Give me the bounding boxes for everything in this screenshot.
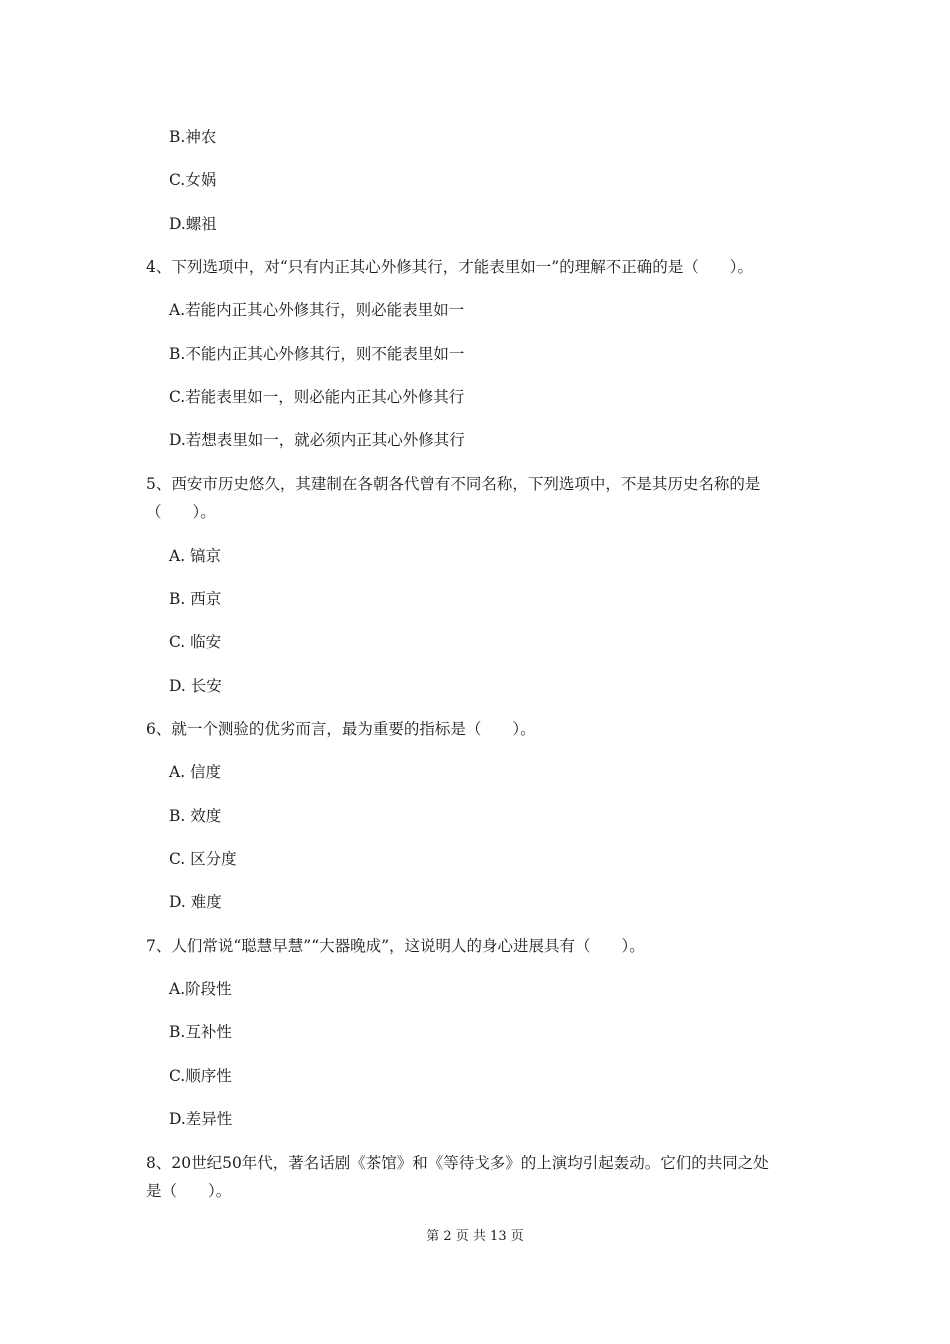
option-a: A. 信度 [169, 763, 222, 781]
option-b: B.不能内正其心外修其行，则不能表里如一 [169, 345, 465, 363]
option-c: C.顺序性 [169, 1067, 232, 1085]
option-a: A.若能内正其心外修其行，则必能表里如一 [169, 301, 465, 319]
option-d: D.若想表里如一，就必须内正其心外修其行 [169, 431, 465, 449]
question-5: 5、西安市历史悠久，其建制在各朝各代曾有不同名称，下列选项中，不是其历史名称的是 [146, 475, 761, 493]
question-8: 8、20世纪50年代，著名话剧《茶馆》和《等待戈多》的上演均引起轰动。它们的共同之处 [146, 1154, 769, 1172]
option-b: B. 西京 [169, 590, 222, 608]
option-b: B.神农 [169, 128, 217, 146]
question-7: 7、人们常说“聪慧早慧”“大器晚成”，这说明人的身心进展具有（ ）。 [146, 937, 645, 955]
question-5-continuation: （ ）。 [146, 503, 216, 521]
option-b: B.互补性 [169, 1023, 232, 1041]
option-d: D. 长安 [169, 677, 222, 695]
option-d: D.差异性 [169, 1110, 233, 1128]
option-a: A.阶段性 [169, 980, 232, 998]
page-footer: 第 2 页 共 13 页 [426, 1229, 524, 1244]
option-d: D.螺祖 [169, 215, 217, 233]
option-c: C.若能表里如一，则必能内正其心外修其行 [169, 388, 465, 406]
option-d: D. 难度 [169, 893, 222, 911]
question-4: 4、下列选项中，对“只有内正其心外修其行，才能表里如一”的理解不正确的是（ ）。 [146, 258, 753, 276]
option-a: A. 镐京 [169, 547, 222, 565]
question-8-continuation: 是（ ）。 [146, 1182, 232, 1200]
option-c: C. 区分度 [169, 850, 237, 868]
question-6: 6、就一个测验的优劣而言，最为重要的指标是（ ）。 [146, 720, 536, 738]
option-b: B. 效度 [169, 807, 222, 825]
option-c: C.女娲 [169, 171, 217, 189]
option-c: C. 临安 [169, 633, 222, 651]
